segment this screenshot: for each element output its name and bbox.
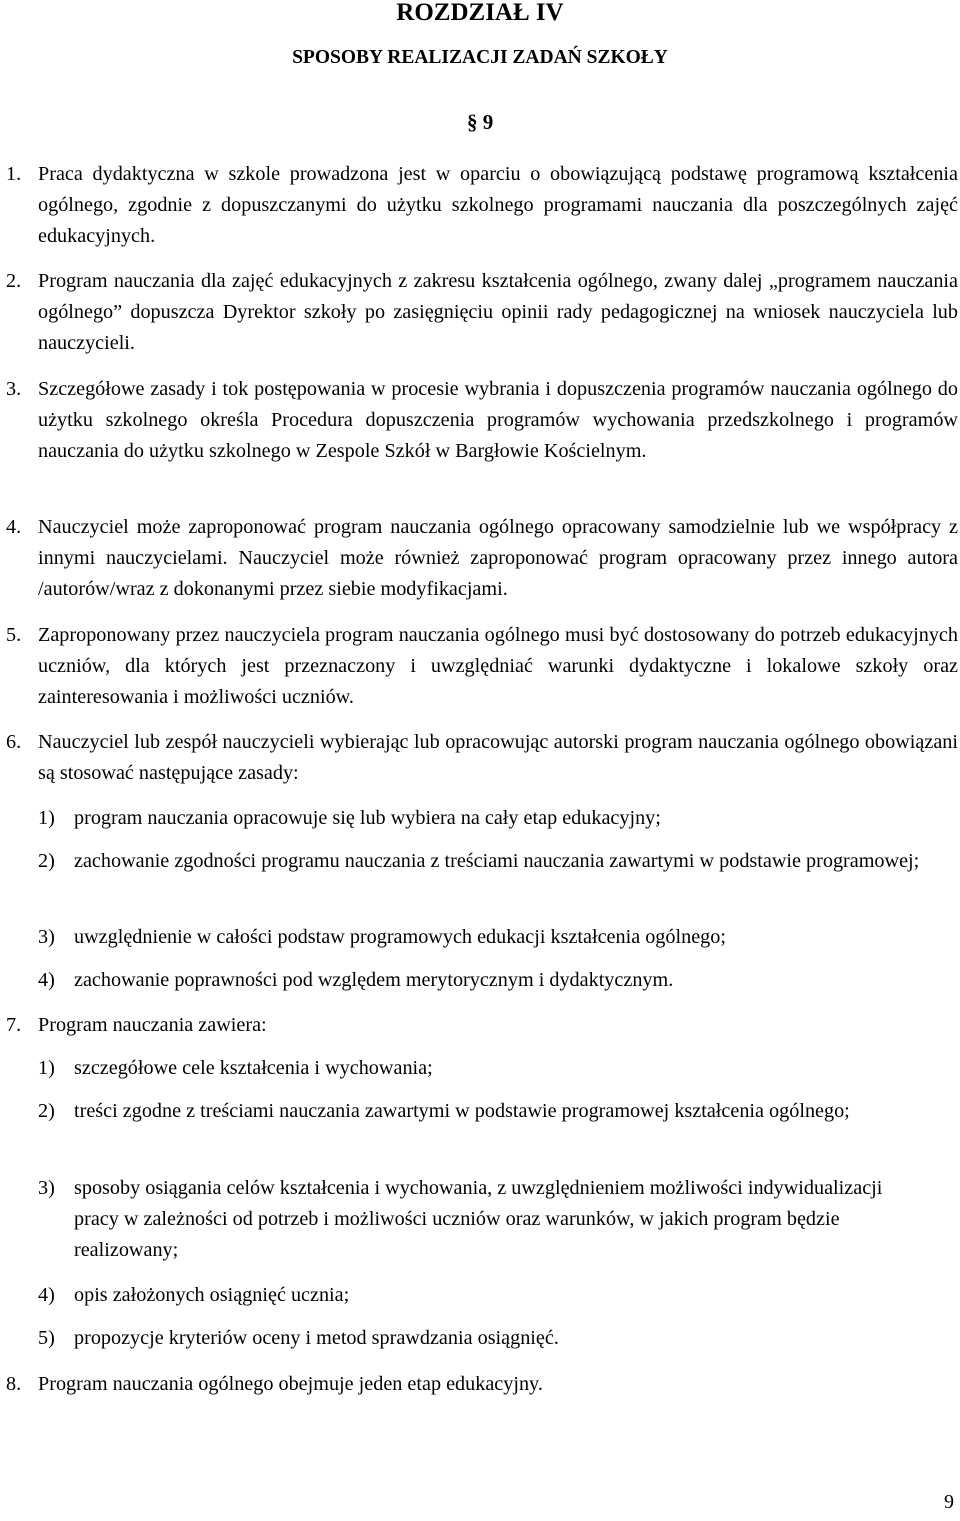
sub-item: treści zgodne z treściami nauczania zawartymi w podstawie programowej kształcenia ogólnego; [74,1100,850,1122]
item-number: 3. [6,378,22,400]
sub-item-number: 2) [38,850,55,872]
sub-item-number: 4) [38,1284,55,1306]
paragraph: Program nauczania ogólnego obejmuje jeden etap edukacyjny. [38,1373,543,1395]
sub-item: program nauczania opracowuje się lub wybiera na cały etap edukacyjny; [74,807,661,829]
item-number: 4. [6,516,22,538]
item-number: 7. [6,1014,22,1036]
sub-item: opis założonych osiągnięć ucznia; [74,1284,350,1306]
sub-item-number: 5) [38,1327,55,1349]
sub-item-number: 3) [38,1177,55,1199]
paragraph: Program nauczania dla zajęć edukacyjnych z zakresu kształcenia ogólnego, zwany dalej „programem nauczania ogólnego” dopuszcza Dyrektor szkoły po zasięgnięciu opinii rady pedagogicznej na wniosek nauczyciela lub nauczycieli. [38,270,958,354]
item-number: 6. [6,731,22,753]
sub-item: szczegółowe cele kształcenia i wychowania; [74,1057,433,1079]
chapter-title: ROZDZIAŁ IV [396,0,564,26]
sub-item: zachowanie poprawności pod względem merytorycznym i dydaktycznym. [74,969,674,991]
item-number: 1. [6,163,22,185]
sub-item-number: 4) [38,969,55,991]
paragraph: Nauczyciel może zaproponować program nauczania ogólnego opracowany samodzielnie lub we współpracy z innymi nauczycielami. Nauczyciel może również zaproponować program opracowany przez innego autora /autorów/wraz z dokonanymi przez siebie modyfikacjami. [38,516,958,600]
paragraph: Praca dydaktyczna w szkole prowadzona jest w oparciu o obowiązującą podstawę programową kształcenia ogólnego, zgodnie z dopuszczanymi do użytku szkolnego programami nauczania dla poszczególnych zajęć edukacyjnych. [38,163,958,247]
sub-item: sposoby osiągania celów kształcenia i wychowania, z uwzględnieniem możliwości indywidualizacji pracy w zależności od potrzeb i możliwości uczniów oraz warunków, w jakich program będzie realizowany; [74,1177,883,1261]
sub-item: uwzględnienie w całości podstaw programowych edukacji kształcenia ogólnego; [74,926,726,948]
paragraph: Zaproponowany przez nauczyciela program nauczania ogólnego musi być dostosowany do potrzeb edukacyjnych uczniów, dla których jest przeznaczony i uwzględniać warunki dydaktyczne i lokalowe szkoły oraz zainteresowania i możliwości uczniów. [38,624,958,708]
sub-item-number: 2) [38,1100,55,1122]
sub-item-number: 1) [38,1057,55,1079]
item-number: 5. [6,624,22,646]
item-number: 2. [6,270,22,292]
page-number: 9 [944,1491,954,1513]
section-mark: § 9 [467,110,494,134]
sub-item-number: 1) [38,807,55,829]
paragraph: Nauczyciel lub zespół nauczycieli wybierając lub opracowując autorski program nauczania ogólnego obowiązani są stosować następujące zasady: [38,731,958,784]
sub-item-number: 3) [38,926,55,948]
sub-item: zachowanie zgodności programu nauczania z treściami nauczania zawartymi w podstawie programowej; [74,850,920,872]
item-number: 8. [6,1373,22,1395]
chapter-subtitle: SPOSOBY REALIZACJI ZADAŃ SZKOŁY [292,47,668,68]
paragraph: Program nauczania zawiera: [38,1014,267,1036]
sub-item: propozycje kryteriów oceny i metod sprawdzania osiągnięć. [74,1327,559,1349]
paragraph: Szczegółowe zasady i tok postępowania w procesie wybrania i dopuszczenia programów nauczania ogólnego do użytku szkolnego określa Procedura dopuszczenia programów wychowania przedszkolnego i programów nauczania do użytku szkolnego w Zespole Szkół w Bargłowie Kościelnym. [38,378,958,462]
